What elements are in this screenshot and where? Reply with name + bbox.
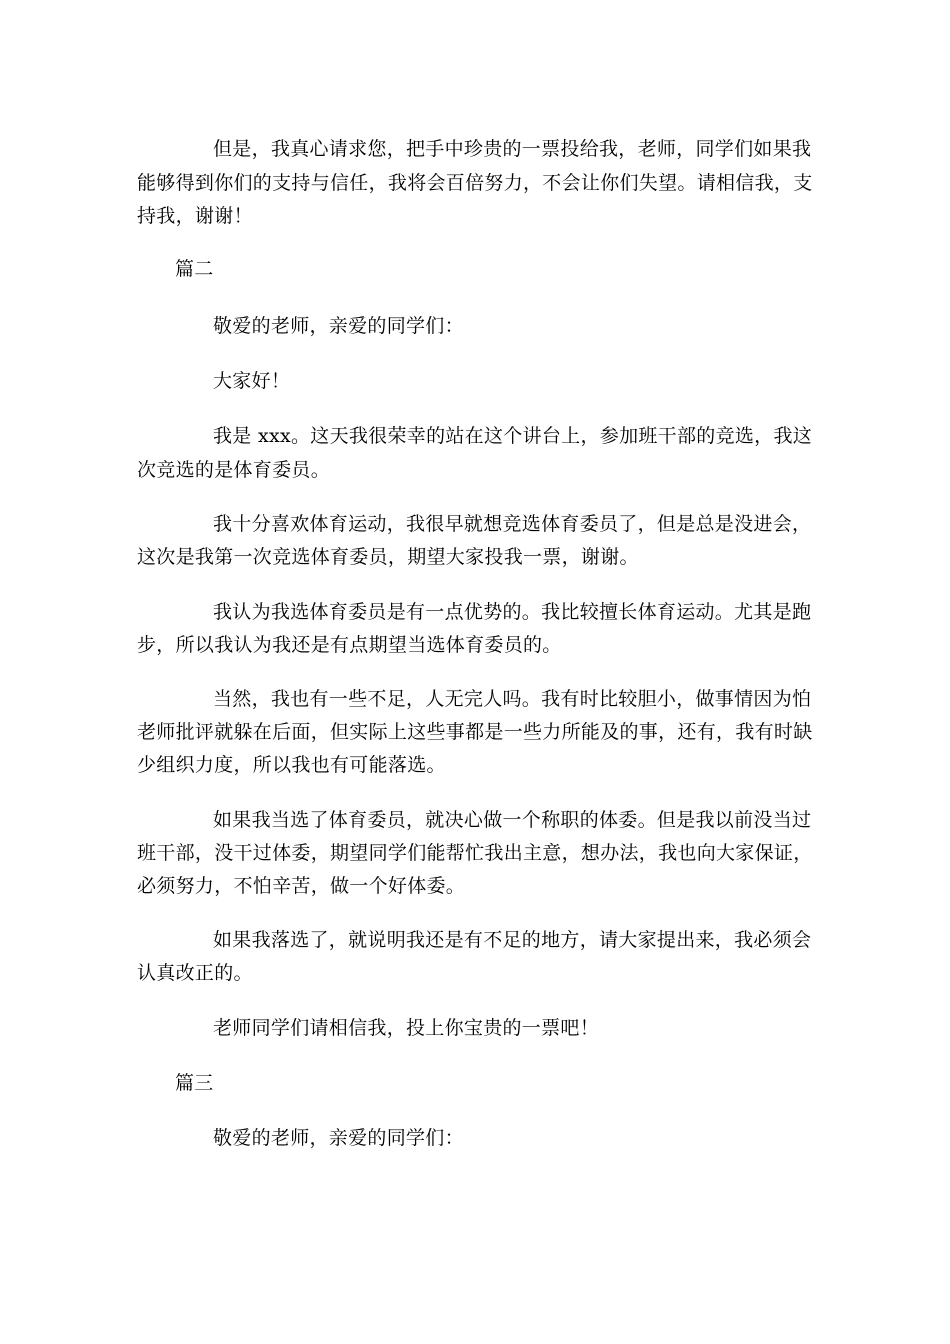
paragraph-line: 持我，谢谢！ xyxy=(137,205,253,227)
paragraph-line: 步，所以我认为我还是有点期望当选体育委员的。 xyxy=(137,634,562,656)
paragraph-line: 必须努力，不怕辛苦，做一个好体委。 xyxy=(137,875,466,897)
paragraph-line: 我认为我选体育委员是有一点优势的。我比较擅长体育运动。尤其是跑 xyxy=(213,601,812,623)
closing-line: 老师同学们请相信我，投上你宝贵的一票吧！ xyxy=(213,1017,600,1039)
salutation: 敬爱的老师，亲爱的同学们： xyxy=(213,1127,464,1149)
paragraph-line: 少组织力度，所以我也有可能落选。 xyxy=(137,754,446,776)
salutation: 敬爱的老师，亲爱的同学们： xyxy=(213,315,464,337)
greeting: 大家好！ xyxy=(213,370,291,392)
paragraph-line: 认真改正的。 xyxy=(137,962,253,984)
paragraph-line: 能够得到你们的支持与信任，我将会百倍努力，不会让你们失望。请相信我，支 xyxy=(137,172,813,194)
paragraph-line: 这次是我第一次竞选体育委员，期望大家投我一票，谢谢。 xyxy=(137,546,639,568)
paragraph-line: 次竞选的是体育委员。 xyxy=(137,459,331,481)
paragraph-line: 我是 xxx。这天我很荣幸的站在这个讲台上，参加班干部的竞选，我这 xyxy=(213,425,813,447)
paragraph-line: 老师批评就躲在后面，但实际上这些事都是一些力所能及的事，还有，我有时缺 xyxy=(137,721,813,743)
section-heading: 篇三 xyxy=(175,1072,214,1094)
paragraph-line: 如果我落选了，就说明我还是有不足的地方，请大家提出来，我必须会 xyxy=(213,929,812,951)
paragraph-line: 我十分喜欢体育运动，我很早就想竞选体育委员了，但是总是没进会， xyxy=(213,513,812,535)
section-heading: 篇二 xyxy=(175,258,214,280)
paragraph-line: 但是，我真心请求您，把手中珍贵的一票投给我，老师，同学们如果我 xyxy=(213,138,812,160)
paragraph-line: 当然，我也有一些不足，人无完人吗。我有时比较胆小，做事情因为怕 xyxy=(213,688,812,710)
paragraph-line: 班干部，没干过体委，期望同学们能帮忙我出主意，想办法，我也向大家保证， xyxy=(137,842,813,864)
paragraph-line: 如果我当选了体育委员，就决心做一个称职的体委。但是我以前没当过 xyxy=(213,809,812,831)
